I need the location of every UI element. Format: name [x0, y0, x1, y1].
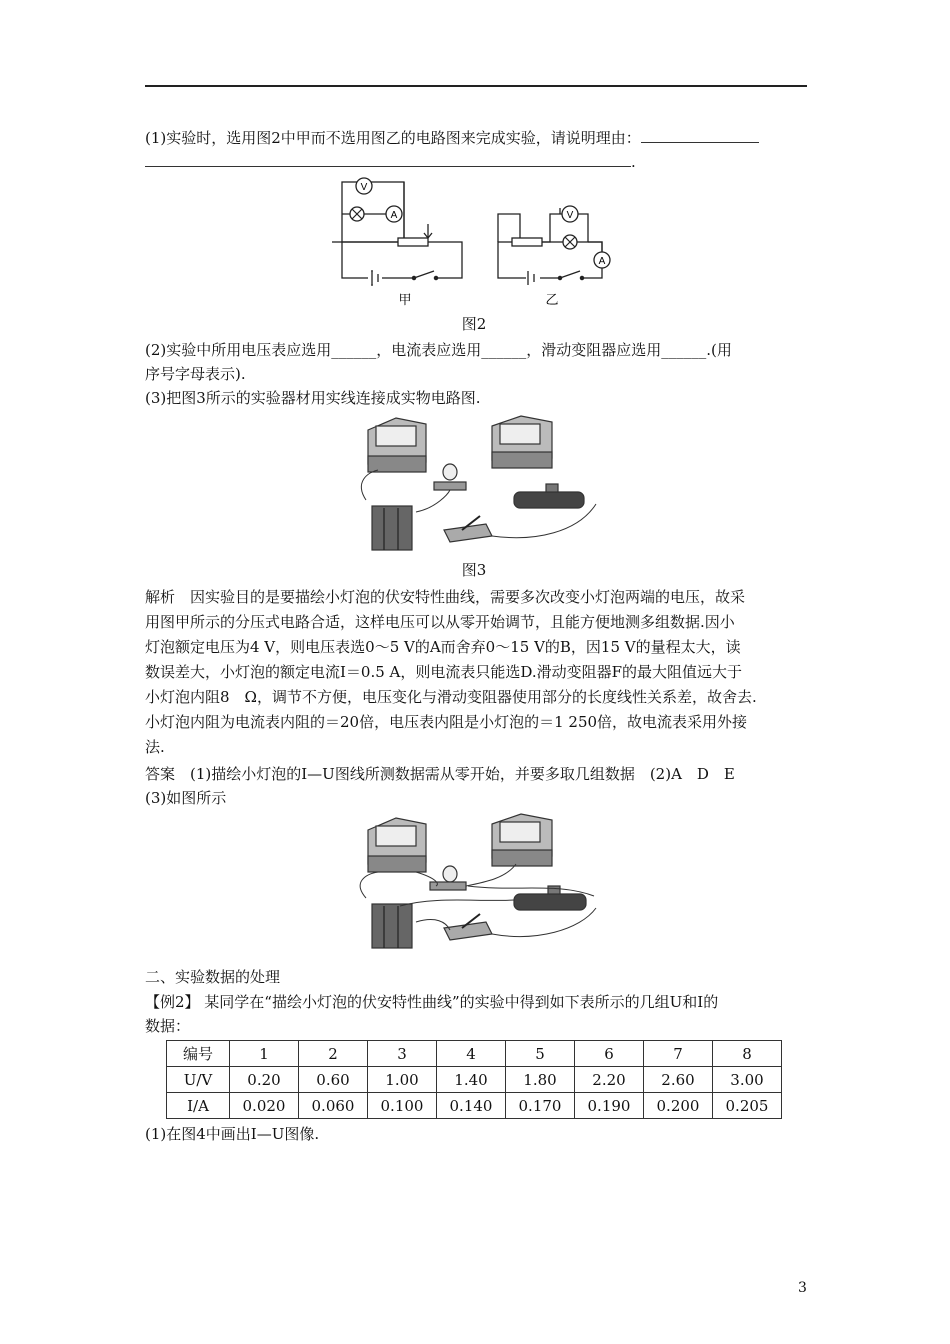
analysis-line-3: 灯泡额定电压为4 V，则电压表选0～5 V的A而舍弃0～15 V的B，因15 V的量程太大，读 [145, 638, 741, 656]
table-cell: 3 [368, 1041, 437, 1067]
answer-line-1: 答案 (1)描绘小灯泡的I—U图线所测数据需从零开始，并要多取几组数据 (2)A D E [145, 765, 735, 783]
circuit-label-jia: 甲 [398, 293, 412, 308]
table-cell: U/V [167, 1067, 230, 1093]
figure-3-caption: 图3 [461, 561, 487, 579]
table-cell: 0.100 [368, 1093, 437, 1119]
figure-3-apparatus [356, 412, 604, 556]
battery-icon [372, 506, 412, 550]
voltmeter-label: V [566, 210, 574, 221]
table-row [167, 1093, 782, 1119]
table-cell: 2.60 [644, 1067, 713, 1093]
question-final: (1)在图4中画出I—U图像. [145, 1125, 320, 1143]
example-2-line-2: 数据： [145, 1017, 191, 1035]
rheostat-icon [398, 238, 428, 246]
table-cell: 6 [575, 1041, 644, 1067]
table-cell: 1.40 [437, 1067, 506, 1093]
analysis-line-6: 小灯泡内阻为电流表内阻的＝20倍，电压表内阻是小灯泡的＝1 250倍，故电流表采用外接 [145, 713, 748, 731]
table-cell: 7 [644, 1041, 713, 1067]
answer-figure-apparatus [356, 812, 604, 952]
voltmeter-dial-icon [500, 822, 540, 842]
switch-icon [444, 922, 492, 940]
question-2-line1: (2)实验中所用电压表应选用______，电流表应选用______，滑动变阻器应选用______.(用 [145, 341, 732, 359]
switch-icon [444, 524, 492, 542]
rheostat-icon [514, 894, 586, 910]
question-3: (3)把图3所示的实验器材用实线连接成实物电路图. [145, 389, 481, 407]
question-1-end: . [631, 153, 636, 171]
data-table [166, 1040, 782, 1119]
analysis-line-4: 数误差大，小灯泡的额定电流I＝0.5 A，则电流表只能选D.滑动变阻器F的最大阻值远大于 [145, 663, 743, 681]
table-cell: 0.170 [506, 1093, 575, 1119]
analysis-line-1: 解析 因实验目的是要描绘小灯泡的伏安特性曲线，需要多次改变小灯泡两端的电压，故采 [145, 588, 746, 606]
table-cell: 1.80 [506, 1067, 575, 1093]
table-cell: 0.020 [230, 1093, 299, 1119]
question-1 [145, 126, 809, 150]
table-cell: 0.200 [644, 1093, 713, 1119]
figure-2-circuits [330, 172, 620, 308]
ammeter-label: A [598, 256, 606, 267]
answer-line-2: (3)如图所示 [145, 789, 227, 807]
analysis-line-2: 用图甲所示的分压式电路合适，这样电压可以从零开始调节，且能方便地测多组数据.因小 [145, 613, 735, 631]
table-cell: 0.60 [299, 1067, 368, 1093]
question-1-line2 [145, 150, 809, 174]
table-cell: 8 [713, 1041, 782, 1067]
rheostat-icon [514, 492, 584, 508]
example-2-line-1: 【例2】 某同学在“描绘小灯泡的伏安特性曲线”的实验中得到如下表所示的几组U和I的 [145, 993, 719, 1011]
analysis-line-7: 法. [145, 738, 165, 756]
circuit-label-yi: 乙 [545, 293, 559, 308]
table-cell: 0.140 [437, 1093, 506, 1119]
section-2-heading: 二、实验数据的处理 [145, 968, 281, 986]
table-cell: 1.00 [368, 1067, 437, 1093]
table-cell: 0.20 [230, 1067, 299, 1093]
table-cell: 0.190 [575, 1093, 644, 1119]
voltmeter-dial-icon [500, 424, 540, 444]
figure-2-caption: 图2 [461, 315, 487, 333]
question-1-text: (1)实验时，选用图2中甲而不选用图乙的电路图来完成实验，请说明理由： [145, 129, 641, 147]
battery-icon [372, 904, 412, 948]
ammeter-dial-icon [376, 426, 416, 446]
table-cell: 1 [230, 1041, 299, 1067]
circuit-jia-outer [342, 242, 462, 278]
bulb-icon [443, 866, 457, 882]
table-cell: 3.00 [713, 1067, 782, 1093]
question-2-line2: 序号字母表示). [145, 365, 246, 383]
header-rule [145, 85, 807, 87]
table-cell: 编号 [167, 1041, 230, 1067]
ammeter-dial-icon [376, 826, 416, 846]
table-cell: 4 [437, 1041, 506, 1067]
table-header-row [167, 1041, 782, 1067]
bulb-icon [443, 464, 457, 480]
answer-blank [145, 151, 631, 167]
table-cell: I/A [167, 1093, 230, 1119]
rheostat-icon [512, 238, 542, 246]
table-cell: 0.060 [299, 1093, 368, 1119]
table-cell: 2.20 [575, 1067, 644, 1093]
page-number: 3 [798, 1280, 807, 1296]
table-cell: 0.205 [713, 1093, 782, 1119]
answer-blank [641, 127, 759, 143]
table-cell: 5 [506, 1041, 575, 1067]
table-row [167, 1067, 782, 1093]
table-cell: 2 [299, 1041, 368, 1067]
analysis-line-5: 小灯泡内阻8 Ω，调节不方便，电压变化与滑动变阻器使用部分的长度线性关系差，故舍去. [145, 688, 757, 706]
ammeter-label: A [390, 210, 398, 221]
voltmeter-label: V [360, 182, 368, 193]
